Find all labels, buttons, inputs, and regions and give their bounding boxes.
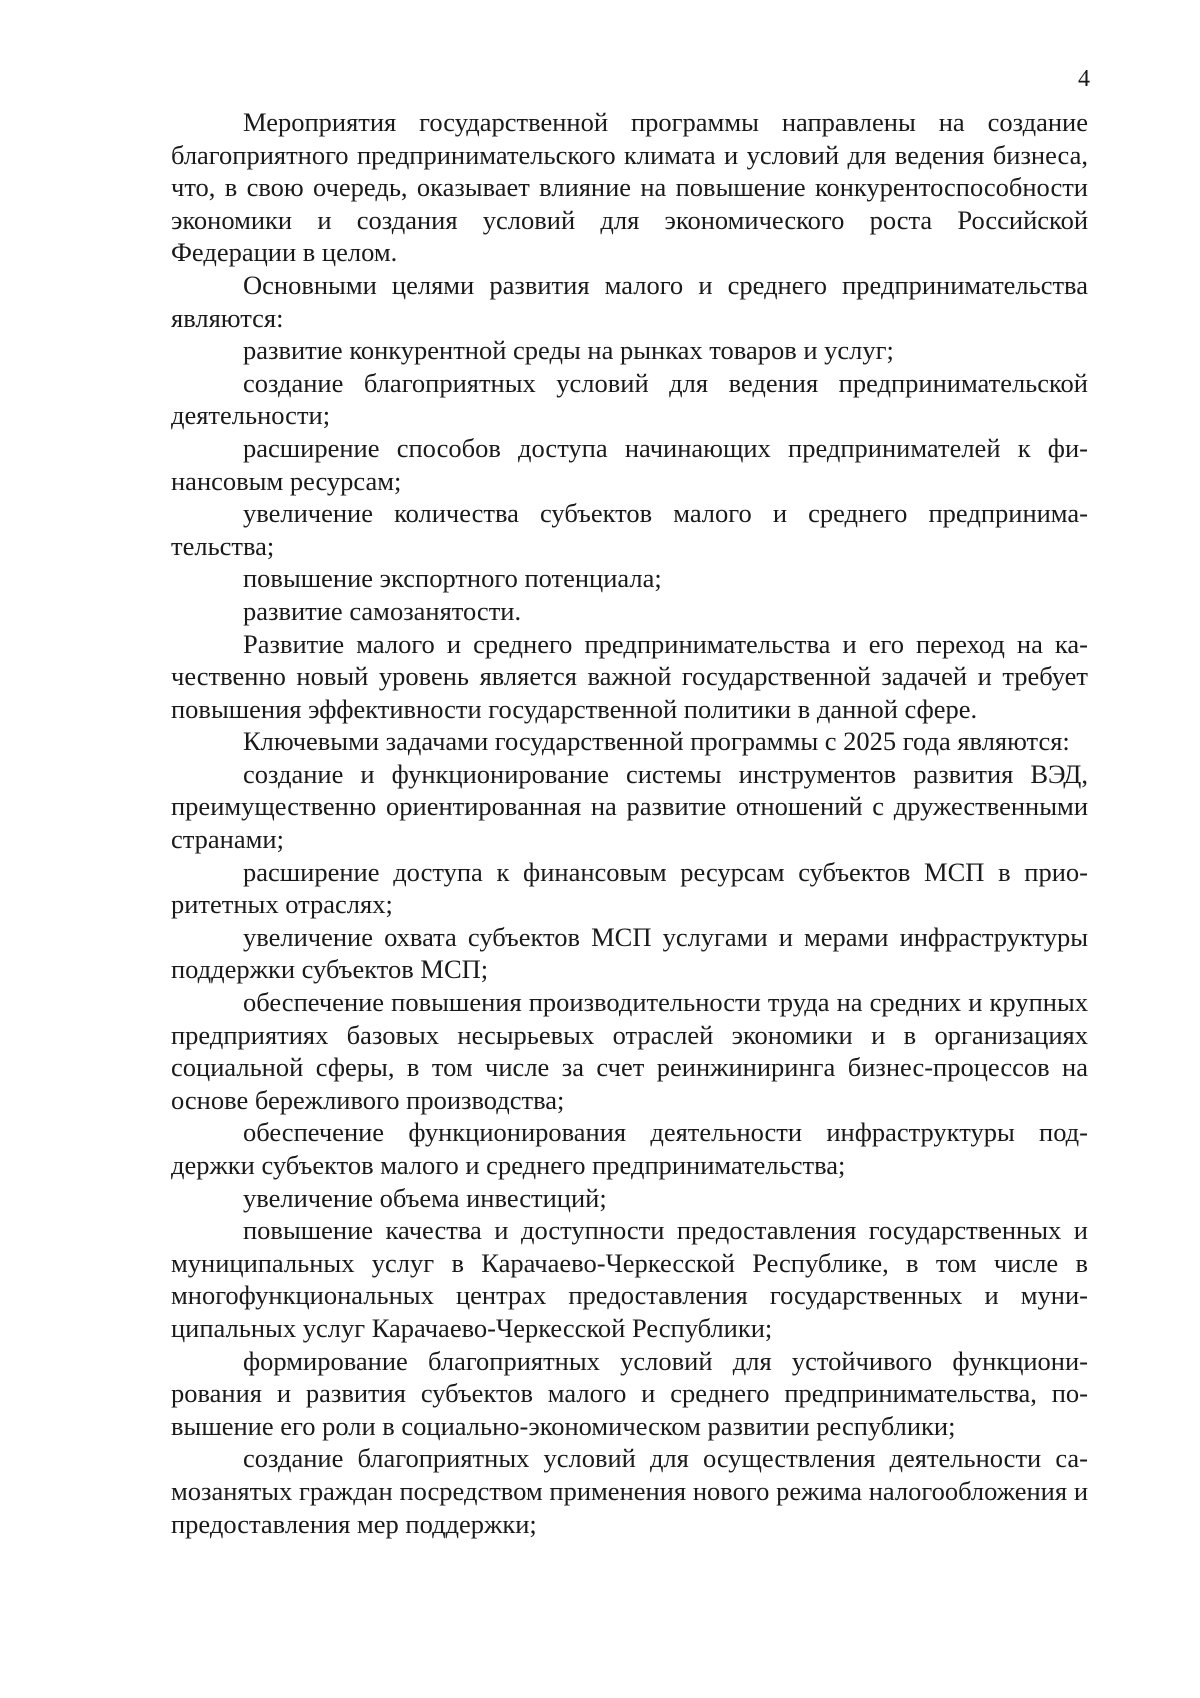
list-item: расширение способов доступа начинающих предпринимателей к финансовым ресурсам;	[171, 432, 1088, 496]
list-item: создание благоприятных условий для ведения предпринимательской деятельности;	[171, 367, 1088, 431]
paragraph: Основными целями развития малого и среднего предпринимательства являются:	[171, 269, 1088, 333]
list-item: развитие конкурентной среды на рынках товаров и услуг;	[243, 335, 894, 366]
list-item: формирование благоприятных условий для устойчивого функционирования и развития субъектов малого и среднего предпринимательства, повышение его роли в социально-экономическом развитии республики;	[171, 1345, 1088, 1441]
list-item: создание благоприятных условий для осуществления деятельности самозанятых граждан посредством применения нового режима налогообложения и предоставления мер поддержки;	[171, 1443, 1088, 1539]
page-number: 4	[1078, 66, 1090, 92]
paragraph: Развитие малого и среднего предпринимательства и его переход на качественно новый уровень является важной государственной задачей и требует повышения эффективности государственной политики в данной сфере.	[171, 628, 1088, 724]
list-item: создание и функционирование системы инструментов развития ВЭД, преимущественно ориентированная на развитие отношений с дружественными странами;	[171, 758, 1088, 855]
list-item: повышение экспортного потенциала;	[243, 563, 662, 594]
document-body	[171, 106, 1088, 1540]
list-item: увеличение количества субъектов малого и среднего предпринимательства;	[171, 498, 1088, 561]
list-item: увеличение охвата субъектов МСП услугами и мерами инфраструктуры поддержки субъектов МСП;	[171, 921, 1088, 985]
list-item: увеличение объема инвестиций;	[243, 1182, 607, 1213]
paragraph: Мероприятия государственной программы направлены на создание благоприятного предпринимательского климата и условий для ведения бизнеса, что, в свою очередь, оказывает влияние на повышение конкурентоспособности экономики и создания условий для экономического роста Российской Федерации в целом.	[171, 107, 1088, 268]
paragraph: Ключевыми задачами государственной программы с 2025 года являются:	[243, 726, 1070, 757]
list-item: развитие самозанятости.	[243, 595, 522, 626]
list-item: повышение качества и доступности предоставления государственных и муниципальных услуг в Карачаево-Черкесской Республике, в том числе в многофункциональных центрах предоставления государственных и муниципальных услуг Карачаево-Черкесской Республики;	[171, 1215, 1088, 1343]
list-item: обеспечение функционирования деятельности инфраструктуры поддержки субъектов малого и среднего предпринимательства;	[171, 1117, 1088, 1180]
list-item: обеспечение повышения производительности труда на средних и крупных предприятиях базовых несырьевых отраслей экономики и в организациях социальной сферы, в том числе за счет реинжиниринга бизнес-процессов на основе бережливого производства;	[171, 987, 1088, 1115]
list-item: расширение доступа к финансовым ресурсам субъектов МСП в приоритетных отраслях;	[171, 856, 1088, 920]
